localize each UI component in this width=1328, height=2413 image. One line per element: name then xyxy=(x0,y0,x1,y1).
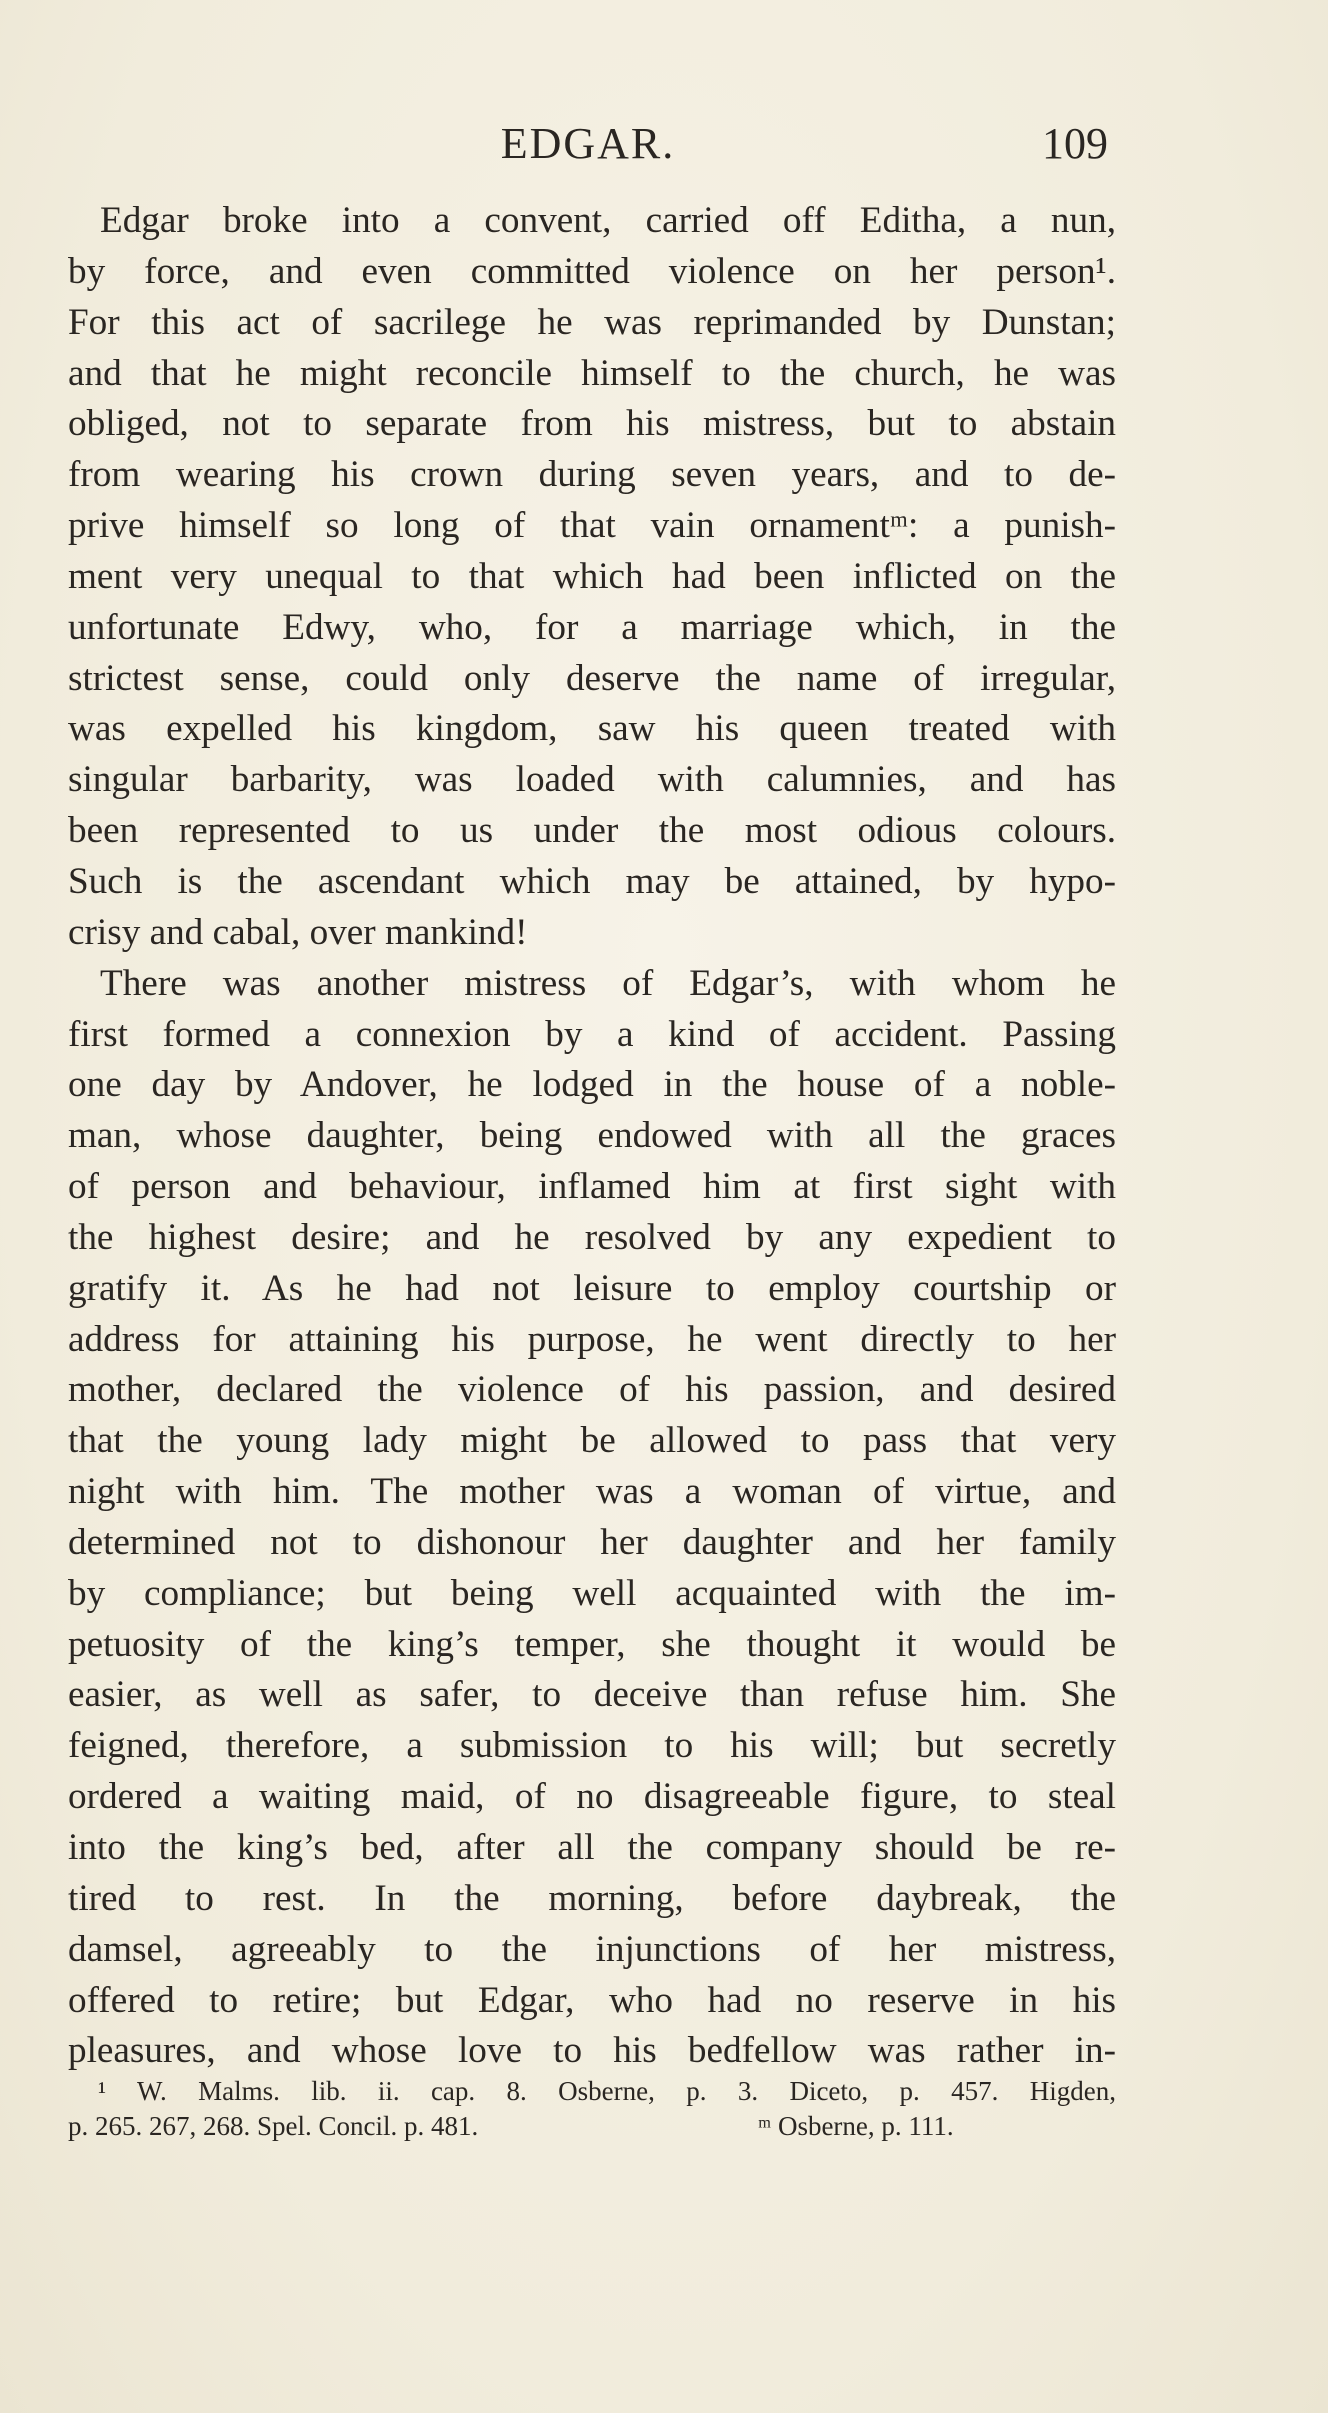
text-line: prive himself so long of that vain ornamentᵐ: a punish- xyxy=(68,505,1116,547)
text-line: strictest sense, could only deserve the name of irregular, xyxy=(68,657,1116,699)
text-line: determined not to dishonour her daughter and her family xyxy=(68,1521,1116,1563)
text-line: ordered a waiting maid, of no disagreeable figure, to steal xyxy=(68,1776,1116,1818)
running-title: EDGAR. xyxy=(500,119,676,168)
text-line: petuosity of the king’s temper, she thought it would be xyxy=(68,1623,1116,1665)
text-line: of person and behaviour, inflamed him at first sight with xyxy=(68,1166,1116,1208)
text-line: been represented to us under the most odious colours. xyxy=(68,810,1116,852)
text-line: For this act of sacrilege he was reprimanded by Dunstan; xyxy=(68,301,1116,343)
page-number: 109 xyxy=(1042,119,1108,168)
text-line: ment very unequal to that which had been inflicted on the xyxy=(68,555,1116,597)
footnote-line xyxy=(68,2109,1116,2144)
text-line: singular barbarity, was loaded with calumnies, and has xyxy=(68,759,1116,801)
text-line: address for attaining his purpose, he went directly to her xyxy=(68,1318,1116,1360)
text-line: was expelled his kingdom, saw his queen treated with xyxy=(68,708,1116,750)
footnote-m: ᵐ Osberne, p. 111. xyxy=(758,2111,954,2141)
body-text xyxy=(68,196,1116,2077)
text-line: Such is the ascendant which may be attained, by hypo- xyxy=(68,860,1116,902)
page-header xyxy=(68,118,1108,178)
text-line: easier, as well as safer, to deceive than refuse him. She xyxy=(68,1674,1116,1716)
text-line: by compliance; but being well acquainted with the im- xyxy=(68,1572,1116,1614)
text-line: obliged, not to separate from his mistress, but to abstain xyxy=(68,403,1116,445)
text-line: feigned, therefore, a submission to his will; but secretly xyxy=(68,1725,1116,1767)
text-line: tired to rest. In the morning, before daybreak, the xyxy=(68,1877,1116,1919)
text-line: offered to retire; but Edgar, who had no reserve in his xyxy=(68,1979,1116,2021)
footnotes xyxy=(68,2074,1116,2144)
text-line: the highest desire; and he resolved by any expedient to xyxy=(68,1216,1116,1258)
footnote-l: p. 265. 267, 268. Spel. Concil. p. 481. xyxy=(68,2111,479,2141)
text-line: first formed a connexion by a kind of accident. Passing xyxy=(68,1013,1116,1055)
text-line: night with him. The mother was a woman of virtue, and xyxy=(68,1471,1116,1513)
footnote-line: ¹ W. Malms. lib. ii. cap. 8. Osberne, p. 3. Diceto, p. 457. Higden, xyxy=(98,2076,1116,2106)
text-line: gratify it. As he had not leisure to employ courtship or xyxy=(68,1267,1116,1309)
text-line: Edgar broke into a convent, carried off Editha, a nun, xyxy=(100,200,1116,241)
text-line: damsel, agreeably to the injunctions of her mistress, xyxy=(68,1928,1116,1970)
text-line: man, whose daughter, being endowed with all the graces xyxy=(68,1115,1116,1157)
text-line: pleasures, and whose love to his bedfellow was rather in- xyxy=(68,2030,1116,2072)
text-line: unfortunate Edwy, who, for a marriage which, in the xyxy=(68,606,1116,648)
text-line: and that he might reconcile himself to the church, he was xyxy=(68,352,1116,394)
text-line: from wearing his crown during seven years, and to de- xyxy=(68,454,1116,496)
text-line: that the young lady might be allowed to pass that very xyxy=(68,1420,1116,1462)
text-line: into the king’s bed, after all the company should be re- xyxy=(68,1827,1116,1868)
text-line: mother, declared the violence of his passion, and desired xyxy=(68,1369,1116,1411)
text-line: by force, and even committed violence on her person¹. xyxy=(68,250,1116,292)
text-line: one day by Andover, he lodged in the house of a noble- xyxy=(68,1064,1116,1106)
text-line: There was another mistress of Edgar’s, with whom he xyxy=(100,962,1116,1004)
text-line: crisy and cabal, over mankind! xyxy=(68,911,528,953)
